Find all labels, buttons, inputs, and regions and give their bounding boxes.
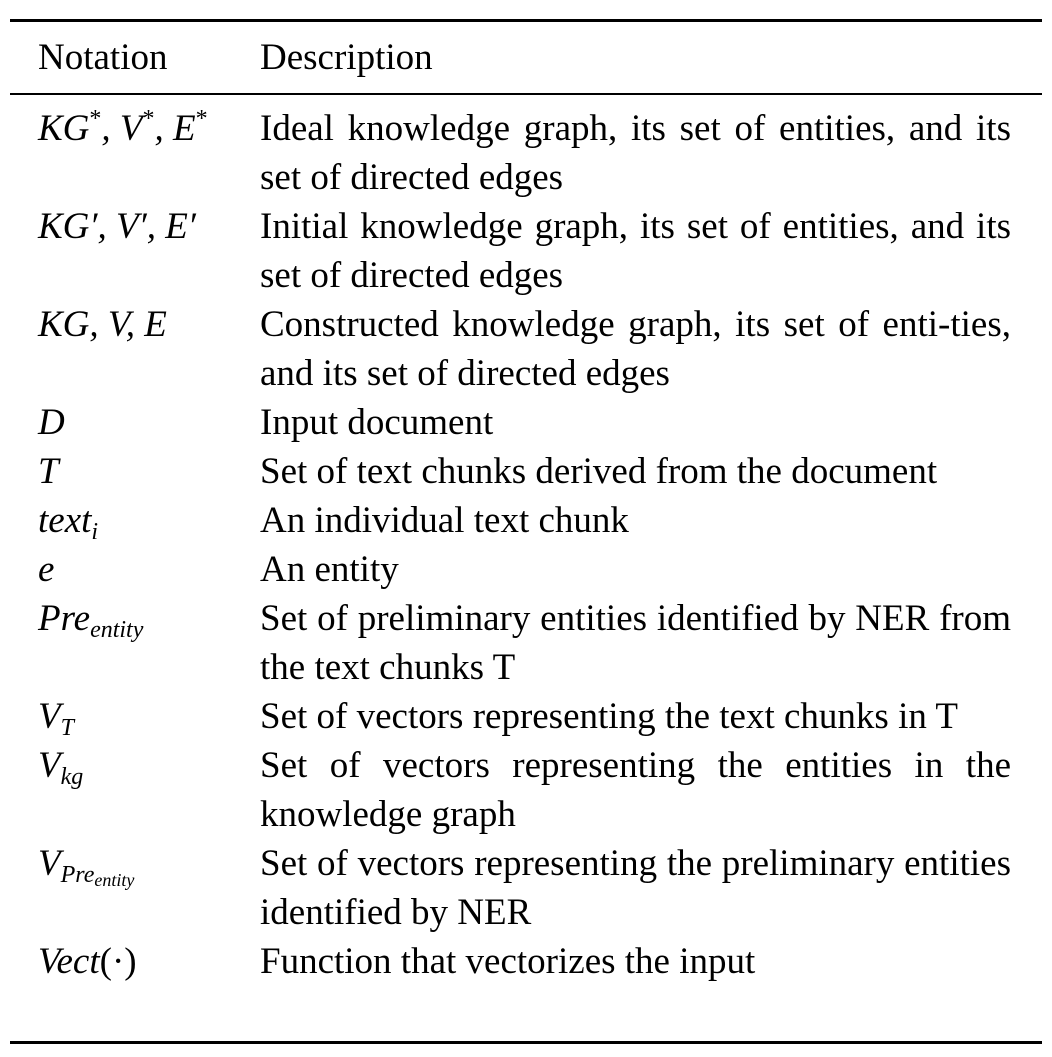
table-row [10,839,1042,937]
notation-text: e [38,549,55,590]
notation-text: Vect(·) [38,941,137,982]
header-description: Description [260,37,433,78]
table-row [10,937,1042,986]
notation-v-t [38,692,268,741]
notation-text: KG′, V′, E′ [38,206,196,247]
table-row [10,692,1042,741]
table-row [10,104,1042,202]
notation-text: $V_{Pre_{entity}}$ [38,843,135,890]
bottom-rule [10,1041,1042,1044]
notation-document [38,398,268,447]
notation-text: T [38,451,59,492]
description-cell: An entity [260,549,399,590]
notation-v-pre-entity [38,839,268,888]
description-cell: Set of vectors representing the text chunks in T [260,696,959,737]
notation-text: $V_T$ [38,696,74,741]
notation-v-kg [38,741,268,790]
notation-vect [38,937,268,986]
table-row [10,398,1042,447]
table-row [10,447,1042,496]
description-cell: Constructed knowledge graph, its set of enti-ties, and its set of directed edges [260,304,1011,394]
notation-text: text$_i$ [38,500,99,545]
table-row [10,202,1042,300]
header-rule [10,93,1042,95]
header-notation: Notation [38,37,168,78]
notation-text-chunks [38,447,268,496]
table-body [10,104,1042,986]
table-row [10,300,1042,398]
table-row [10,741,1042,839]
notation-text-i [38,496,268,545]
table-header [10,30,1042,86]
description-cell: Set of text chunks derived from the document [260,451,938,492]
notation-text: Pre$_{entity}$ [38,598,144,643]
top-rule [10,19,1042,22]
description-cell: Set of vectors representing the preliminary entities identified by NER [260,843,1011,933]
description-cell: Ideal knowledge graph, its set of entities, and its set of directed edges [260,108,1011,198]
notation-ideal-kg [38,104,268,153]
notation-text: $V_{kg}$ [38,745,84,790]
description-cell: An individual text chunk [260,500,629,541]
notation-constructed-kg [38,300,268,349]
notation-entity [38,545,268,594]
description-cell: Function that vectorizes the input [260,941,756,982]
notation-text: D [38,402,65,443]
description-cell: Initial knowledge graph, its set of entities, and its set of directed edges [260,206,1011,296]
description-cell: Set of vectors representing the entities in the knowledge graph [260,745,1011,835]
table-row [10,545,1042,594]
notation-pre-entity [38,594,268,643]
description-cell: Input document [260,402,494,443]
notation-text: KG, V, E [38,304,167,345]
notation-text: KG*, V*, E* [38,106,208,149]
table-row [10,496,1042,545]
table-row [10,594,1042,692]
description-cell: Set of preliminary entities identified by NER from the text chunks T [260,598,1011,688]
notation-initial-kg [38,202,268,251]
